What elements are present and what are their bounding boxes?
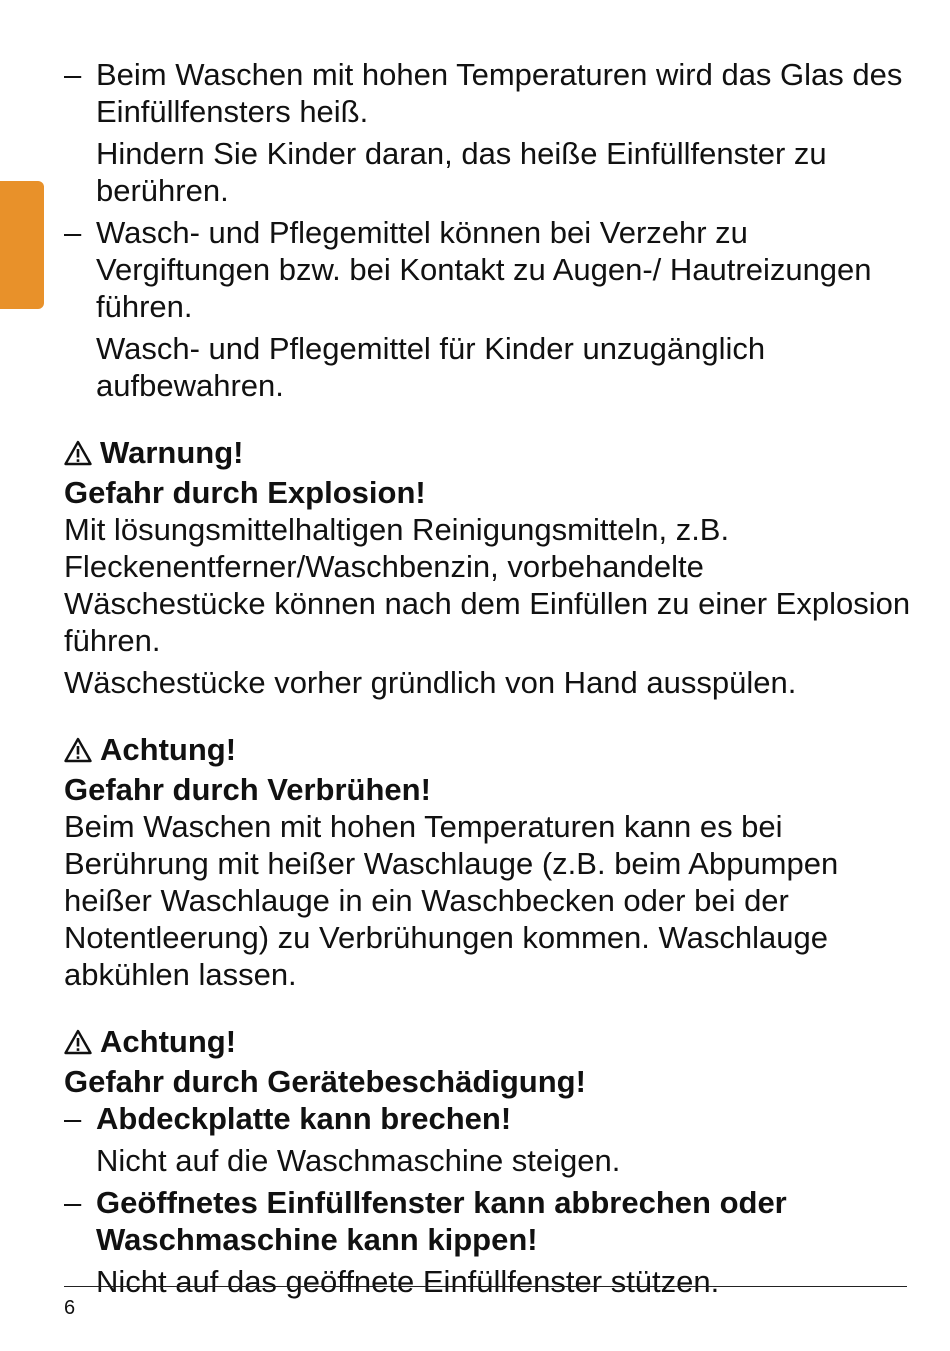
list-dash: – xyxy=(64,57,82,92)
warning-title: Gefahr durch Explosion! xyxy=(64,475,426,510)
list-dash: – xyxy=(64,215,82,250)
warning-text: Wäschestücke vorher gründlich von Hand ausspülen. xyxy=(64,665,797,700)
list-item-text: Nicht auf das geöffnete Einfüllfenster stützen. xyxy=(96,1264,720,1299)
warning-level-heading xyxy=(64,434,914,474)
page-content xyxy=(64,56,914,1300)
footer-divider xyxy=(64,1286,907,1287)
warning-triangle-icon xyxy=(64,734,92,771)
list-item-text: Hindern Sie Kinder daran, das heiße Einfüllfenster zu berühren. xyxy=(96,136,827,208)
caution-title: Gefahr durch Gerätebeschädigung! xyxy=(64,1064,586,1099)
warning-level-label: Warnung! xyxy=(100,435,244,470)
caution-level-heading xyxy=(64,731,914,771)
caution-scald-section xyxy=(64,731,914,993)
list-item-heading: Geöffnetes Einfüllfenster kann abbrechen oder Waschmaschine kann kippen! xyxy=(96,1185,787,1257)
chapter-edge-tab xyxy=(0,181,44,309)
list-item-text: Nicht auf die Waschmaschine steigen. xyxy=(96,1143,621,1178)
caution-level-label: Achtung! xyxy=(100,1024,237,1059)
page-number: 6 xyxy=(64,1297,76,1319)
caution-text: Beim Waschen mit hohen Temperaturen kann es bei Berührung mit heißer Waschlauge (z.B. beim Abpumpen heißer Waschlauge in ein Waschbecken oder bei der Notentleerung) zu Verbrühungen kommen. Waschlauge abkühlen lassen. xyxy=(64,809,839,992)
warning-triangle-icon xyxy=(64,1026,92,1063)
caution-level-heading xyxy=(64,1023,914,1063)
list-item xyxy=(64,214,914,404)
list-item-heading: Abdeckplatte kann brechen! xyxy=(96,1101,512,1136)
list-item xyxy=(64,1100,914,1179)
caution-level-label: Achtung! xyxy=(100,732,237,767)
list-item-text: Wasch- und Pflegemittel können bei Verzehr zu Vergiftungen bzw. bei Kontakt zu Augen-/ Hautreizungen führen. xyxy=(96,215,872,324)
warning-explosion-section xyxy=(64,434,914,701)
list-item xyxy=(64,1184,914,1300)
caution-title: Gefahr durch Verbrühen! xyxy=(64,772,431,807)
list-dash: – xyxy=(64,1101,82,1136)
list-item-text: Beim Waschen mit hohen Temperaturen wird das Glas des Einfüllfensters heiß. xyxy=(96,57,903,129)
caution-damage-section xyxy=(64,1023,914,1300)
list-dash: – xyxy=(64,1185,82,1220)
warning-triangle-icon xyxy=(64,437,92,474)
list-item xyxy=(64,56,914,209)
list-item-text: Wasch- und Pflegemittel für Kinder unzugänglich aufbewahren. xyxy=(96,331,766,403)
warning-text: Mit lösungsmittelhaltigen Reinigungsmitteln, z.B. Fleckenentferner/Waschbenzin, vorbehandelte Wäschestücke können nach dem Einfüllen zu einer Explosion führen. xyxy=(64,512,911,658)
